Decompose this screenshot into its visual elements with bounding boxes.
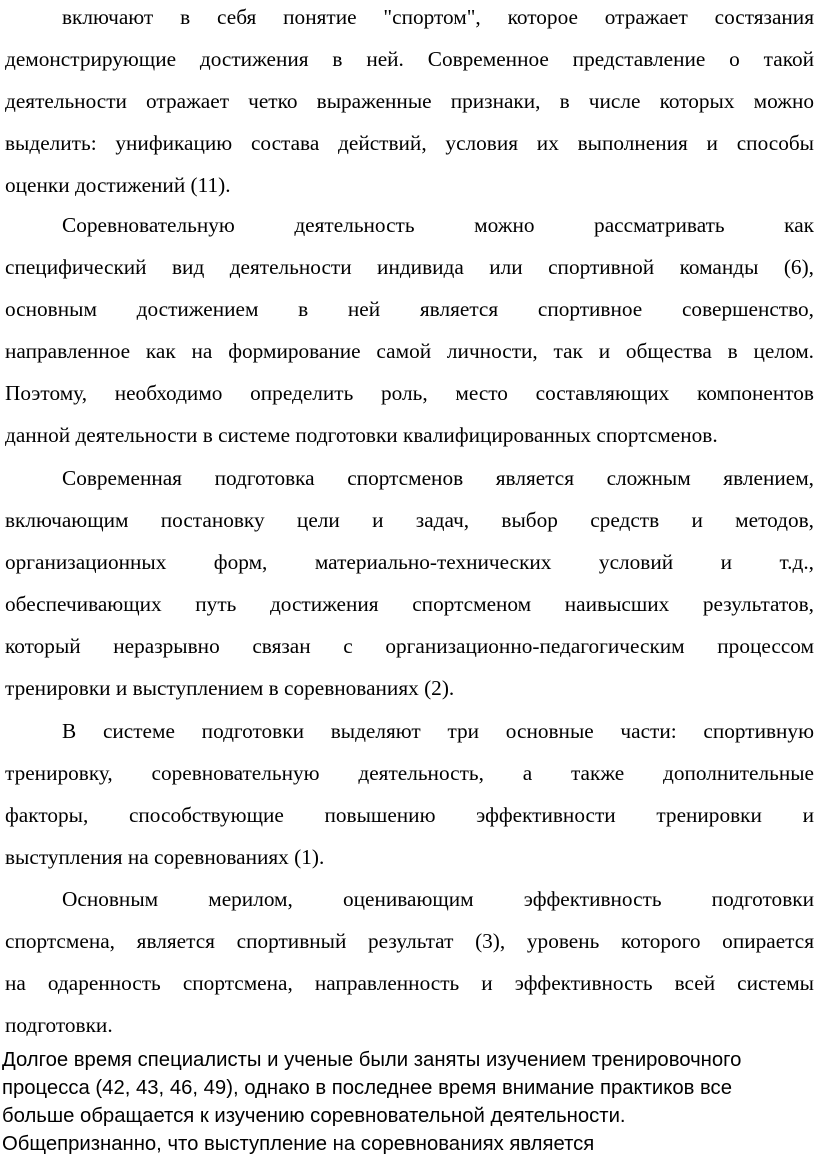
paragraph-line: В системе подготовки выделяют три основные части: спортивную — [62, 719, 814, 743]
paragraph-line: тренировку, соревновательную деятельность, а также дополнительные — [5, 761, 814, 785]
paragraph-line: данной деятельности в системе подготовки квалифицированных спортсменов. — [5, 423, 718, 447]
paragraph-line: тренировки и выступлением в соревнованиях (2). — [5, 676, 455, 700]
paragraph-line: Современная подготовка спортсменов является сложным явлением, — [62, 466, 814, 490]
paragraph-5 — [5, 878, 814, 1046]
paragraph-line: выделить: унификацию состава действий, условия их выполнения и способы — [5, 131, 814, 155]
paragraph-line: включают в себя понятие "спортом", которое отражает состязания — [62, 5, 814, 29]
paragraph-line: специфический вид деятельности индивида или спортивной команды (6), — [5, 255, 814, 279]
paragraph-2 — [5, 204, 814, 456]
footer-paragraph-line: Долгое время специалисты и ученые были заняты изучением тренировочного — [2, 1049, 742, 1071]
paragraph-1 — [5, 0, 814, 206]
paragraph-3 — [5, 457, 814, 709]
paragraph-line: демонстрирующие достижения в ней. Современное представление о такой — [5, 47, 814, 71]
paragraph-line: включающим постановку цели и задач, выбор средств и методов, — [5, 508, 814, 532]
footer-paragraph — [2, 1046, 814, 1158]
paragraph-line: на одаренность спортсмена, направленность и эффективность всей системы — [5, 971, 814, 995]
paragraph-line: спортсмена, является спортивный результат (3), уровень которого опирается — [5, 929, 814, 953]
paragraph-line: факторы, способствующие повышению эффективности тренировки и — [5, 803, 814, 827]
paragraph-line: организационных форм, материально-технических условий и т.д., — [5, 550, 814, 574]
paragraph-line: Поэтому, необходимо определить роль, место составляющих компонентов — [5, 381, 814, 405]
paragraph-line: который неразрывно связан с организационно-педагогическим процессом — [5, 634, 814, 658]
paragraph-line: направленное как на формирование самой личности, так и общества в целом. — [5, 339, 814, 363]
paragraph-line: подготовки. — [5, 1013, 113, 1037]
paragraph-line: оценки достижений (11). — [5, 173, 231, 197]
paragraph-line: Соревновательную деятельность можно рассматривать как — [62, 213, 814, 237]
paragraph-line: обеспечивающих путь достижения спортсменом наивысших результатов, — [5, 592, 814, 616]
footer-paragraph-line: процесса (42, 43, 46, 49), однако в последнее время внимание практиков все — [2, 1077, 732, 1099]
paragraph-4 — [5, 710, 814, 878]
paragraph-line: Основным мерилом, оценивающим эффективность подготовки — [62, 887, 814, 911]
footer-paragraph-line: Общепризнанно, что выступление на соревнованиях является — [2, 1133, 595, 1155]
paragraph-line: выступления на соревнованиях (1). — [5, 845, 325, 869]
footer-paragraph-line: больше обращается к изучению соревновательной деятельности. — [2, 1105, 626, 1127]
paragraph-line: основным достижением в ней является спортивное совершенство, — [5, 297, 814, 321]
paragraph-line: деятельности отражает четко выраженные признаки, в числе которых можно — [5, 89, 814, 113]
